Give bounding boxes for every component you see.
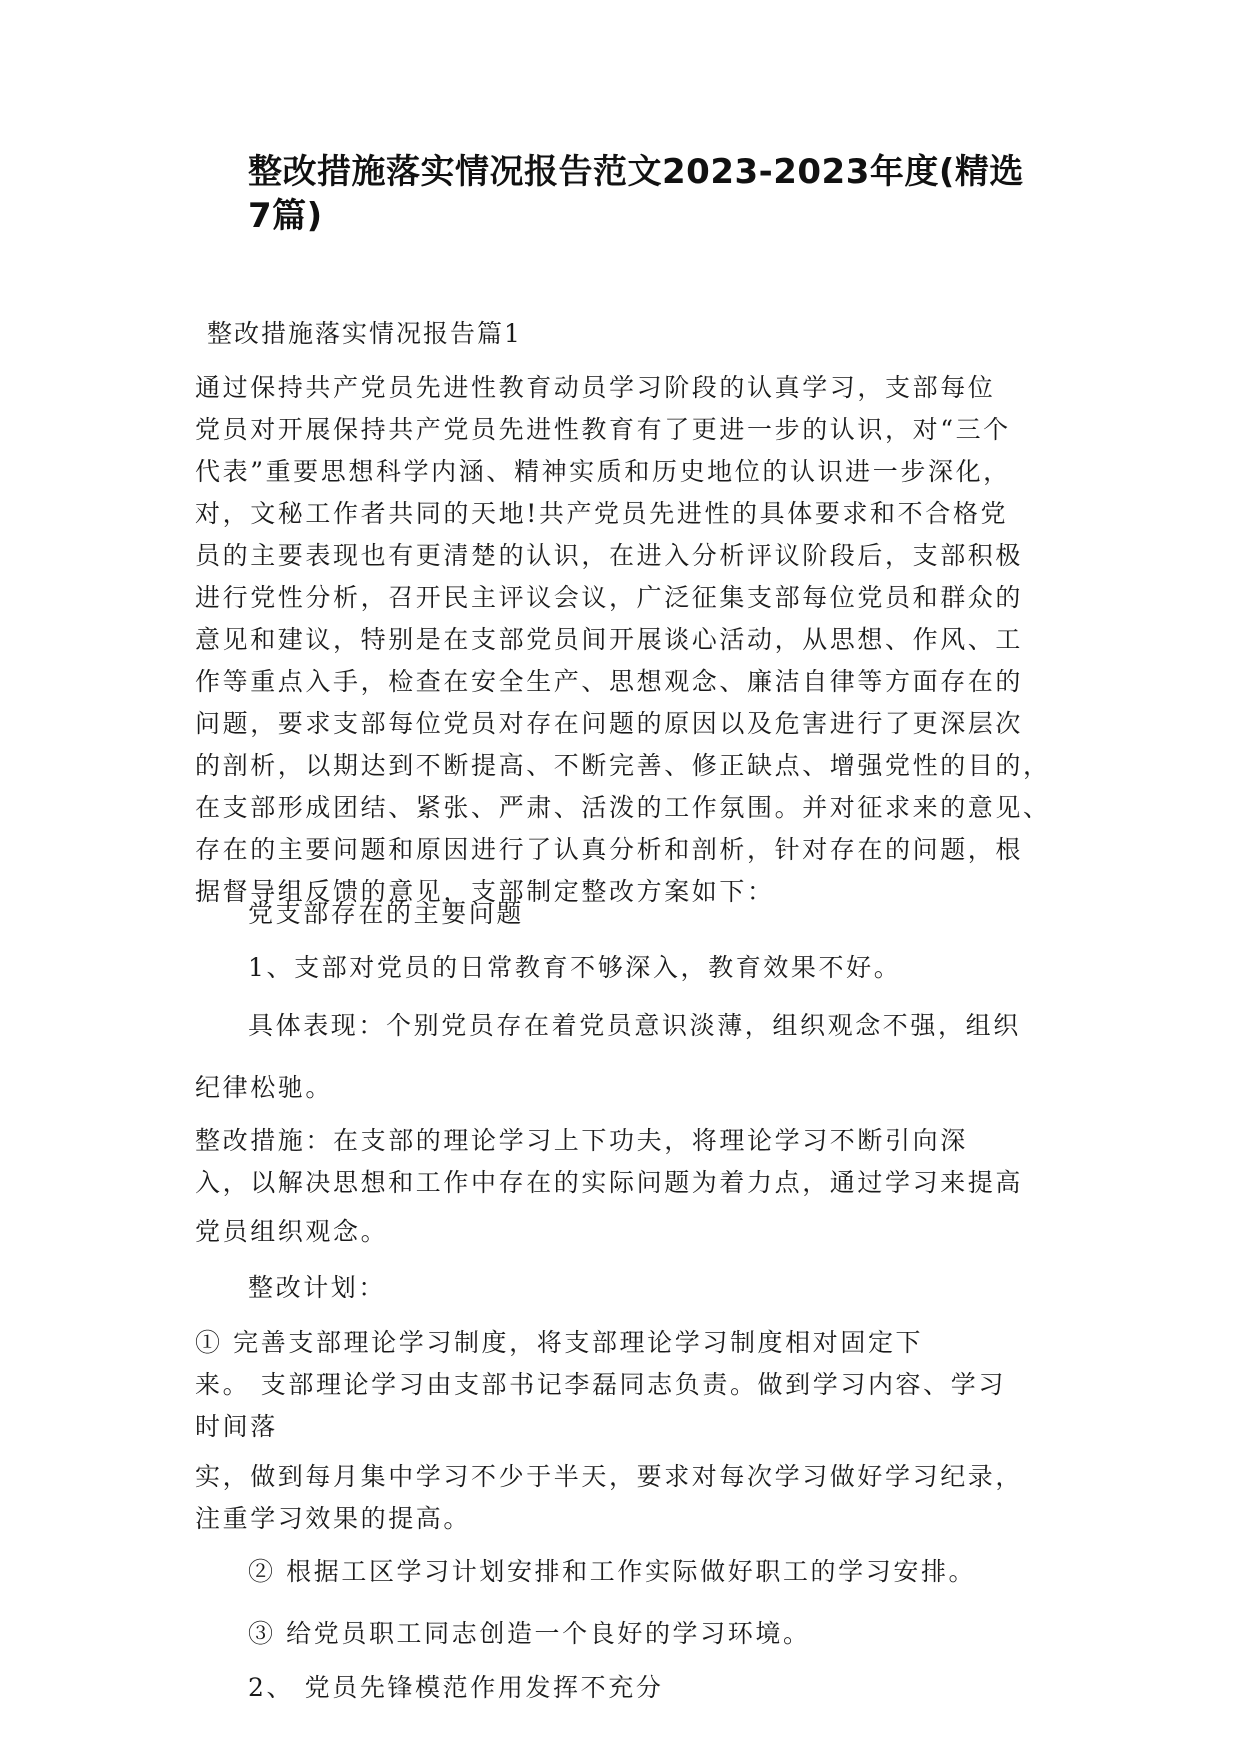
manifestation-line-2: 纪律松驰。	[195, 1073, 334, 1102]
main-problems-heading: 党支部存在的主要问题	[248, 899, 525, 928]
measures-paragraph: 整改措施：在支部的理论学习上下功夫，将理论学习不断引向深 入，以解决思想和工作中存在的实际问题为着力点，通过学习来提高	[195, 1126, 1024, 1197]
plan-item-3: ③ 给党员职工同志创造一个良好的学习环境。	[248, 1619, 811, 1648]
plan-heading: 整改计划：	[248, 1273, 387, 1302]
intro-paragraph: 通过保持共产党员先进性教育动员学习阶段的认真学习，支部每位 党员对开展保持共产党员先进性教育有了更进一步的认识，对“三个 代表”重要思想科学内涵、精神实质和历史地位的认识进一步深化， 对，文秘工作者共同的天地!共产党员先进性的具体要求和不合格党 员的主要表现也有更清楚的认识，在进入分析评议阶段后，支部积极 进行党性分析，召开民主评议会议，广泛征集支部每位党员和群众的 意见和建议，特别是在支部党员间开展谈心活动，从思想、作风、工 作等重点入手，检查在安全生产、思想观念、廉洁自律等方面存在的 问题，要求支部每位党员对存在问题的原因以及危害进行了更深层次 的剖析，以期达到不断提高、不断完善、修正缺点、增强党性的目的， 在支部形成团结、紧张、严肃、活泼的工作氛围。并对征求来的意见、 存在的主要问题和原因进行了认真分析和剖析，针对存在的问题，根 据督导组反馈的意见，支部制定整改方案如下：	[195, 373, 1051, 906]
measures-tail: 党员组织观念。	[195, 1217, 389, 1246]
plan-item-1-continued: 实，做到每月集中学习不少于半天，要求对每次学习做好学习纪录， 注重学习效果的提高。	[195, 1462, 1024, 1533]
manifestation-line-1: 具体表现：个别党员存在着党员意识淡薄，组织观念不强，组织	[248, 1011, 1021, 1040]
section-heading: 整改措施落实情况报告篇1	[207, 319, 522, 348]
plan-item-1: ① 完善支部理论学习制度，将支部理论学习制度相对固定下 来。 支部理论学习由支部书记李磊同志负责。做到学习内容、学习 时间落	[195, 1328, 1006, 1441]
plan-item-2: ② 根据工区学习计划安排和工作实际做好职工的学习安排。	[248, 1557, 977, 1586]
problem-1: 1、支部对党员的日常教育不够深入，教育效果不好。	[248, 953, 902, 982]
document-title: 整改措施落实情况报告范文2023-2023年度(精选7篇)	[248, 152, 1024, 236]
problem-2: 2、 党员先锋模范作用发挥不充分	[248, 1673, 664, 1702]
